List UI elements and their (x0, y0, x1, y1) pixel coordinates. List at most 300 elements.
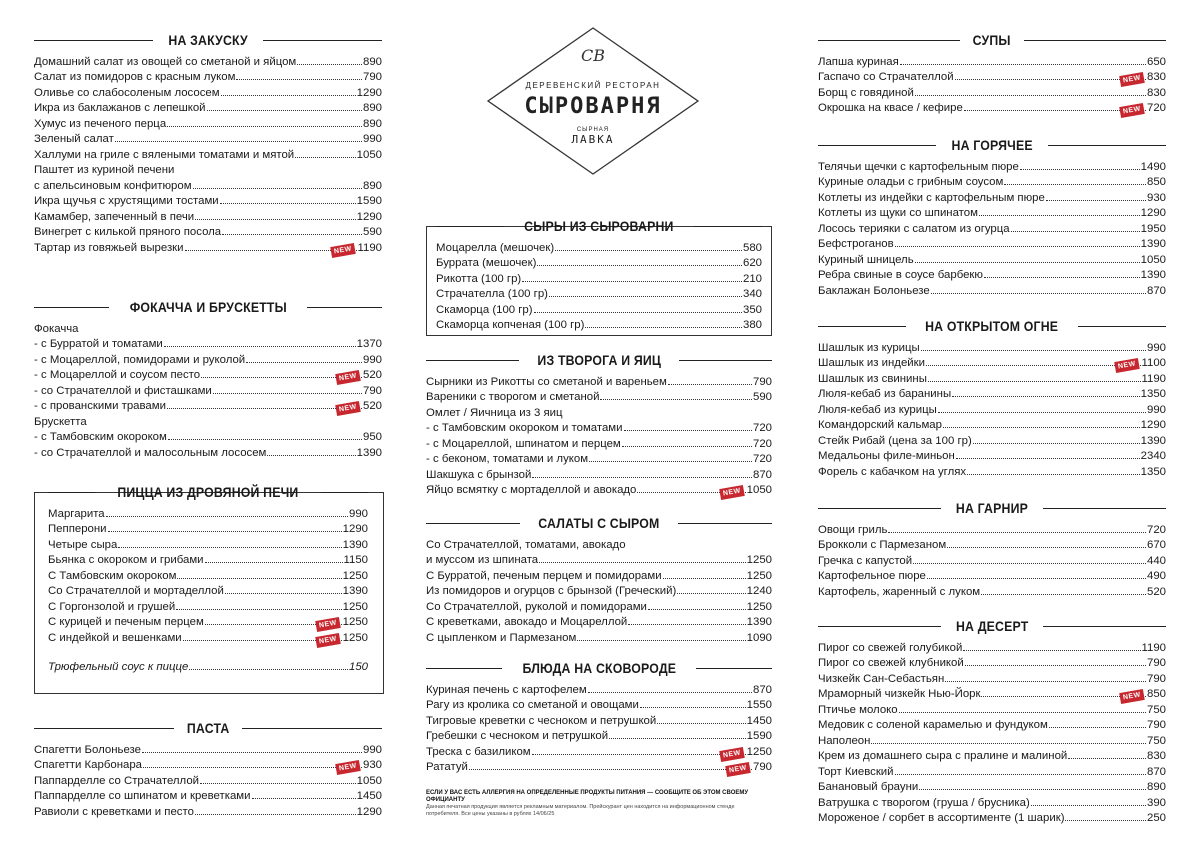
item-price: 1250 (342, 616, 368, 628)
item-name: - с Моцареллой, шпинатом и перцем (426, 437, 621, 450)
item-name: Брокколи с Пармезаном (818, 539, 947, 551)
item-price: 990 (362, 743, 382, 756)
section-title: БЛЮДА НА СКОВОРОДЕ (522, 660, 676, 676)
new-badge: NEW (725, 762, 750, 777)
menu-item (818, 158, 1166, 174)
leader-dots (628, 624, 745, 625)
item-name: Ватрушка с творогом (груша / брусника) (818, 796, 1030, 809)
item-name: Птичье молоко (818, 703, 898, 716)
logo-small-top: СЫРНАЯ (576, 127, 610, 133)
leader-dots (577, 640, 745, 641)
menu-item (426, 743, 772, 759)
item-name: Бефстроганов (818, 238, 894, 250)
section-zakuski (34, 32, 382, 255)
item-price: 520 (362, 369, 382, 381)
item-price: 1350 (1140, 388, 1166, 400)
item-price: 1050 (356, 774, 382, 787)
leader-dots (236, 79, 362, 80)
leader-dots (657, 723, 745, 724)
menu-item (48, 598, 368, 614)
leader-dots (167, 403, 362, 414)
leader-dots (622, 446, 752, 447)
menu-item (34, 382, 382, 398)
menu-item (818, 401, 1166, 417)
allergy-footnote (426, 790, 786, 818)
leader-dots (952, 396, 1140, 397)
menu-item (818, 552, 1166, 568)
menu-item (426, 712, 772, 728)
menu-item (818, 717, 1166, 733)
item-price: 990 (362, 133, 382, 145)
item-name: Форель с кабачком на углях (818, 465, 967, 478)
section-header (34, 720, 382, 736)
item-price: 1290 (1140, 419, 1166, 431)
item-price: 720 (1146, 523, 1166, 536)
divider (1024, 40, 1166, 41)
leader-dots (195, 219, 356, 220)
item-name: Со Страчателлой, томатами, авокадо (426, 538, 626, 551)
item-price: 1370 (356, 338, 382, 350)
section-header (426, 352, 772, 368)
item-price: 1390 (1140, 434, 1166, 447)
menu-item (818, 339, 1166, 355)
item-name: Бьянка с окороком и грибами (48, 554, 204, 566)
item-name: Оливье со слабосоленым лососем (34, 86, 220, 99)
item-name: Четыре сыра (48, 538, 118, 551)
leader-dots (246, 362, 362, 363)
item-price: 1250 (342, 569, 368, 582)
divider (1043, 626, 1166, 627)
leader-dots (888, 532, 1146, 533)
leader-dots (967, 474, 1140, 475)
item-name: Омлет / Яичница из 3 яиц (426, 406, 563, 419)
item-name: с апельсиновым конфитюром (34, 179, 192, 192)
item-price: 250 (1146, 812, 1166, 824)
leader-dots (677, 593, 745, 594)
divider (818, 40, 960, 41)
pizza-sauce-note (48, 659, 368, 675)
new-badge: NEW (719, 485, 744, 500)
item-name: - с прованскими травами (34, 400, 166, 412)
item-name: Котлеты из индейки с картофельным пюре (818, 191, 1045, 204)
item-name: С цыпленком и Пармезаном (426, 631, 577, 644)
item-name: Икра из баклажанов с лепешкой (34, 102, 206, 114)
divider (679, 360, 772, 361)
footnote-line1: ЕСЛИ У ВАС ЕСТЬ АЛЛЕРГИЯ НА ОПРЕДЕЛЕННЫЕ ПРОДУКТЫ ПИТАНИЯ — СООБЩИТЕ ОБ ЭТОМ СВОЕМУ ОФИЦИАНТУ (426, 790, 749, 803)
menu-item (48, 505, 368, 521)
menu-item (426, 389, 772, 405)
item-price: 1590 (356, 195, 382, 207)
leader-dots (931, 293, 1146, 294)
leader-dots (921, 350, 1146, 351)
item-price: 490 (1146, 570, 1166, 582)
leader-dots (663, 578, 746, 579)
menu-item (34, 803, 382, 819)
menu-item (34, 320, 382, 336)
new-badge: NEW (719, 747, 744, 762)
new-badge: NEW (1119, 689, 1144, 704)
item-price: 850 (1146, 176, 1166, 188)
leader-dots (142, 752, 362, 753)
menu-item (426, 420, 772, 436)
menu-item (426, 728, 772, 744)
item-name: Моцарелла (мешочек) (436, 241, 555, 254)
menu-item (436, 286, 762, 302)
section-soups (818, 32, 1166, 115)
item-name: Банановый брауни (818, 781, 919, 793)
divider (694, 226, 762, 227)
section-title: НА ОТКРЫТОМ ОГНЕ (925, 318, 1059, 334)
logo-top-line: ДЕРЕВЕНСКИЙ РЕСТОРАН (525, 81, 661, 90)
leader-dots (895, 246, 1140, 247)
item-price: 1950 (1140, 222, 1166, 235)
leader-dots (193, 188, 362, 189)
item-price: 1590 (746, 730, 772, 742)
item-price: 790 (1146, 672, 1166, 685)
item-price: 1050 (1140, 253, 1166, 266)
leader-dots (1011, 231, 1140, 232)
item-name: С курицей и печеным перцем (48, 616, 204, 628)
leader-dots (522, 281, 742, 282)
section-pizza (48, 484, 368, 674)
menu-item (818, 732, 1166, 748)
leader-dots (895, 774, 1146, 775)
item-name: Рататуй (426, 761, 468, 773)
item-name: Маргарита (48, 507, 105, 520)
menu-item (34, 367, 382, 383)
divider (48, 492, 95, 493)
leader-dots (1065, 820, 1146, 821)
menu-item (818, 639, 1166, 655)
item-price: 1550 (746, 699, 772, 711)
item-name: Паппарделле со шпинатом и креветками (34, 790, 251, 802)
menu-item (436, 317, 762, 333)
item-name: Стейк Рибай (цена за 100 гр) (818, 434, 972, 447)
section-title: СЫРЫ ИЗ СЫРОВАРНИ (524, 218, 674, 234)
new-badge: NEW (330, 243, 355, 258)
leader-dots (534, 312, 742, 313)
item-name: Куриные оладьи с грибным соусом (818, 176, 1004, 188)
section-header (34, 32, 382, 48)
menu-item (34, 788, 382, 804)
menu-item (34, 741, 382, 757)
leader-dots (176, 609, 341, 610)
section-header (436, 218, 762, 234)
section-header (818, 318, 1166, 334)
item-price: 1390 (746, 616, 772, 628)
item-name: Чизкейк Сан-Себастьян (818, 672, 945, 685)
section-title: НА ГАРНИР (955, 500, 1029, 516)
item-name: Салат из помидоров с красным луком (34, 71, 236, 83)
leader-dots (871, 743, 1146, 744)
new-badge: NEW (315, 633, 340, 648)
menu-item (818, 763, 1166, 779)
item-name: Мраморный чизкейк Нью-Йорк (818, 688, 981, 700)
item-price: 2340 (1140, 450, 1166, 462)
divider (696, 668, 772, 669)
item-price: 830 (1146, 86, 1166, 99)
item-price: 870 (752, 468, 772, 481)
item-price: 790 (1146, 657, 1166, 669)
menu-item (426, 629, 772, 645)
item-name: Зеленый салат (34, 133, 114, 145)
leader-dots (600, 399, 752, 400)
item-price: 930 (1146, 191, 1166, 204)
menu-item (818, 267, 1166, 283)
menu-item (818, 701, 1166, 717)
leader-dots (295, 157, 356, 158)
item-name: Котлеты из щуки со шпинатом (818, 207, 978, 219)
menu-item (818, 417, 1166, 433)
item-name: Гаспачо со Страчателлой (818, 71, 954, 83)
menu-item (426, 404, 772, 420)
divider (818, 508, 941, 509)
item-name: Скаморца (100 гр) (436, 303, 533, 316)
item-name: Тигровые креветки с чесноком и петрушкой (426, 714, 657, 727)
section-title: ФОКАЧЧА И БРУСКЕТТЫ (129, 299, 287, 315)
item-price: 1390 (342, 585, 368, 597)
menu-item (818, 220, 1166, 236)
section-focaccia (34, 299, 382, 460)
section-tvorog (426, 352, 772, 497)
leader-dots (965, 665, 1146, 666)
leader-dots (164, 346, 356, 347)
item-price: 830 (1146, 750, 1166, 762)
item-price: 850 (1146, 688, 1166, 700)
leader-dots (195, 814, 356, 815)
item-name: С Бурратой, печеным перцем и помидорами (426, 569, 662, 582)
leader-dots (609, 738, 746, 739)
item-name: Рикотта (100 гр) (436, 272, 522, 285)
item-price: 870 (1146, 284, 1166, 297)
item-price: 990 (362, 353, 382, 366)
menu-item (426, 614, 772, 630)
item-price: 1390 (1140, 238, 1166, 250)
section-header (818, 32, 1166, 48)
menu-item (34, 69, 382, 85)
divider (426, 360, 519, 361)
leader-dots (225, 593, 342, 594)
item-name: Со Страчателлой, руколой и помидорами (426, 600, 647, 613)
item-name: Шакшука с брынзой (426, 468, 532, 481)
leader-dots (205, 562, 343, 563)
item-name: - со Страчателлой и малосольным лососем (34, 446, 267, 459)
item-price: 790 (752, 761, 772, 773)
leader-dots (640, 707, 746, 708)
item-price: 1250 (342, 631, 368, 644)
item-name: - с беконом, томатами и луком (426, 453, 589, 465)
item-price: 1490 (1140, 160, 1166, 173)
section-salads (426, 515, 772, 645)
leader-dots (221, 95, 356, 96)
leader-dots (167, 126, 362, 127)
item-name: Лосось терияки с салатом из огурца (818, 222, 1010, 235)
section-title: НА ДЕСЕРТ (955, 618, 1029, 634)
new-badge: NEW (1119, 72, 1144, 87)
item-name: Со Страчателлой и мортаделлой (48, 585, 224, 597)
item-name: Вареники с творогом и сметаной (426, 391, 600, 403)
item-name: Рагу из кролика со сметаной и овощами (426, 699, 639, 711)
menu-item (436, 270, 762, 286)
item-price: 830 (1146, 71, 1166, 83)
item-price: 1250 (746, 554, 772, 566)
menu-item (48, 583, 368, 599)
menu-item (818, 53, 1166, 69)
item-name: Спагетти Карбонара (34, 759, 143, 771)
item-price: 990 (1146, 403, 1166, 416)
item-name: Куриный шницель (818, 253, 914, 266)
menu-item (426, 482, 772, 498)
item-name: Командорский кальмар (818, 419, 942, 431)
leader-dots (899, 712, 1146, 713)
section-header (426, 660, 772, 676)
divider (34, 307, 109, 308)
leader-dots (624, 430, 752, 431)
item-price: 890 (362, 102, 382, 114)
item-price: 790 (1146, 719, 1166, 731)
menu-item (426, 373, 772, 389)
leader-dots (185, 245, 357, 255)
item-price: 520 (1146, 585, 1166, 598)
leader-dots (981, 691, 1146, 702)
menu-item (818, 205, 1166, 221)
logo-monogram: СВ (581, 46, 605, 65)
menu-item (818, 355, 1166, 371)
new-badge: NEW (335, 401, 360, 416)
leader-dots (168, 439, 362, 440)
item-name: Шашлык из курицы (818, 341, 920, 354)
leader-dots (118, 547, 341, 548)
leader-dots (973, 443, 1140, 444)
menu-item (426, 598, 772, 614)
leader-dots (115, 141, 362, 142)
leader-dots (956, 458, 1140, 459)
menu-item (436, 301, 762, 317)
menu-item (818, 236, 1166, 252)
item-price: 1350 (1140, 465, 1166, 478)
item-price: 520 (362, 400, 382, 412)
item-price: 620 (742, 257, 762, 269)
item-price: 750 (1146, 734, 1166, 747)
item-name: Буррата (мешочек) (436, 257, 537, 269)
logo-small-bottom: ЛАВКА (571, 133, 615, 146)
menu-item (426, 583, 772, 599)
item-price: 340 (742, 288, 762, 300)
leader-dots (1004, 184, 1146, 185)
divider (818, 626, 941, 627)
section-cheeses (436, 218, 762, 332)
item-name: Наполеон (818, 734, 871, 747)
menu-item (818, 521, 1166, 537)
item-price: 440 (1146, 554, 1166, 567)
item-name: Пирог со свежей клубникой (818, 657, 964, 669)
item-name: Медальоны филе-миньон (818, 450, 955, 462)
item-price: 150 (348, 661, 368, 673)
item-name: Тартар из говяжьей вырезки (34, 241, 184, 254)
menu-item (818, 432, 1166, 448)
leader-dots (177, 578, 341, 579)
menu-item (818, 463, 1166, 479)
item-name: - с Моцареллой, помидорами и руколой (34, 353, 246, 366)
leader-dots (555, 250, 742, 251)
item-name: Крем из домашнего сыра с пралине и малиной (818, 750, 1068, 762)
item-name: Люля-кебаб из курицы (818, 403, 937, 416)
menu-item (426, 697, 772, 713)
menu-item (34, 239, 382, 255)
menu-item (34, 131, 382, 147)
menu-item (818, 794, 1166, 810)
leader-dots (1068, 758, 1146, 759)
item-name: Пепперони (48, 523, 107, 535)
item-price: 1050 (356, 148, 382, 161)
item-name: Трюфельный соус к пицце (48, 661, 189, 673)
item-name: Лапша куриная (818, 55, 899, 68)
menu-item (818, 189, 1166, 205)
item-name: Люля-кебаб из баранины (818, 388, 952, 400)
logo-diamond-icon (486, 26, 700, 176)
section-title: СУПЫ (972, 32, 1012, 48)
menu-item (34, 351, 382, 367)
menu-item (436, 255, 762, 271)
item-price: 1250 (746, 745, 772, 758)
leader-dots (108, 531, 342, 532)
divider (263, 40, 382, 41)
item-price: 890 (362, 117, 382, 130)
item-name: Баклажан Болоньезе (818, 284, 930, 297)
leader-dots (183, 635, 342, 645)
section-title: САЛАТЫ С СЫРОМ (538, 515, 660, 531)
divider (1048, 145, 1166, 146)
item-name: С креветками, авокадо и Моцареллой (426, 616, 628, 628)
menu-item (34, 444, 382, 460)
section-title: ПАСТА (186, 720, 230, 736)
item-price: 720 (752, 453, 772, 465)
item-name: Паппарделле со Страчателлой (34, 774, 200, 787)
footnote-line3: потребителя. Все цены указаны в рублях 14/06/25 (426, 811, 555, 817)
leader-dots (252, 798, 356, 799)
item-price: 1250 (342, 600, 368, 613)
leader-dots (588, 692, 752, 693)
item-price: 1290 (356, 805, 382, 818)
item-name: Пирог со свежей голубикой (818, 641, 963, 654)
leader-dots (915, 262, 1140, 263)
leader-dots (539, 562, 746, 563)
leader-dots (938, 412, 1146, 413)
item-name: Халлуми на гриле с вялеными томатами и мятой (34, 148, 295, 161)
menu-item (426, 536, 772, 552)
logo-brand: СЫРОВАРНЯ (524, 94, 662, 119)
item-price: 1090 (746, 631, 772, 644)
item-price: 1190 (1141, 641, 1166, 654)
item-name: Картофельное пюре (818, 570, 926, 582)
leader-dots (549, 296, 742, 297)
divider (426, 523, 520, 524)
menu-item (48, 614, 368, 630)
item-name: Торт Киевский (818, 765, 894, 778)
menu-item (818, 583, 1166, 599)
item-name: - с Бурратой и томатами (34, 338, 163, 350)
section-dessert (818, 618, 1166, 825)
item-name: С Тамбовским окороком (48, 569, 177, 582)
menu-item (34, 224, 382, 240)
section-skillet (426, 660, 772, 774)
new-badge: NEW (315, 617, 340, 632)
item-name: Овощи гриль (818, 523, 888, 536)
item-price: 1250 (746, 569, 772, 582)
item-name: Медовик с соленой карамелью и фундуком (818, 719, 1048, 731)
leader-dots (926, 360, 1141, 371)
new-badge: NEW (1119, 103, 1144, 118)
